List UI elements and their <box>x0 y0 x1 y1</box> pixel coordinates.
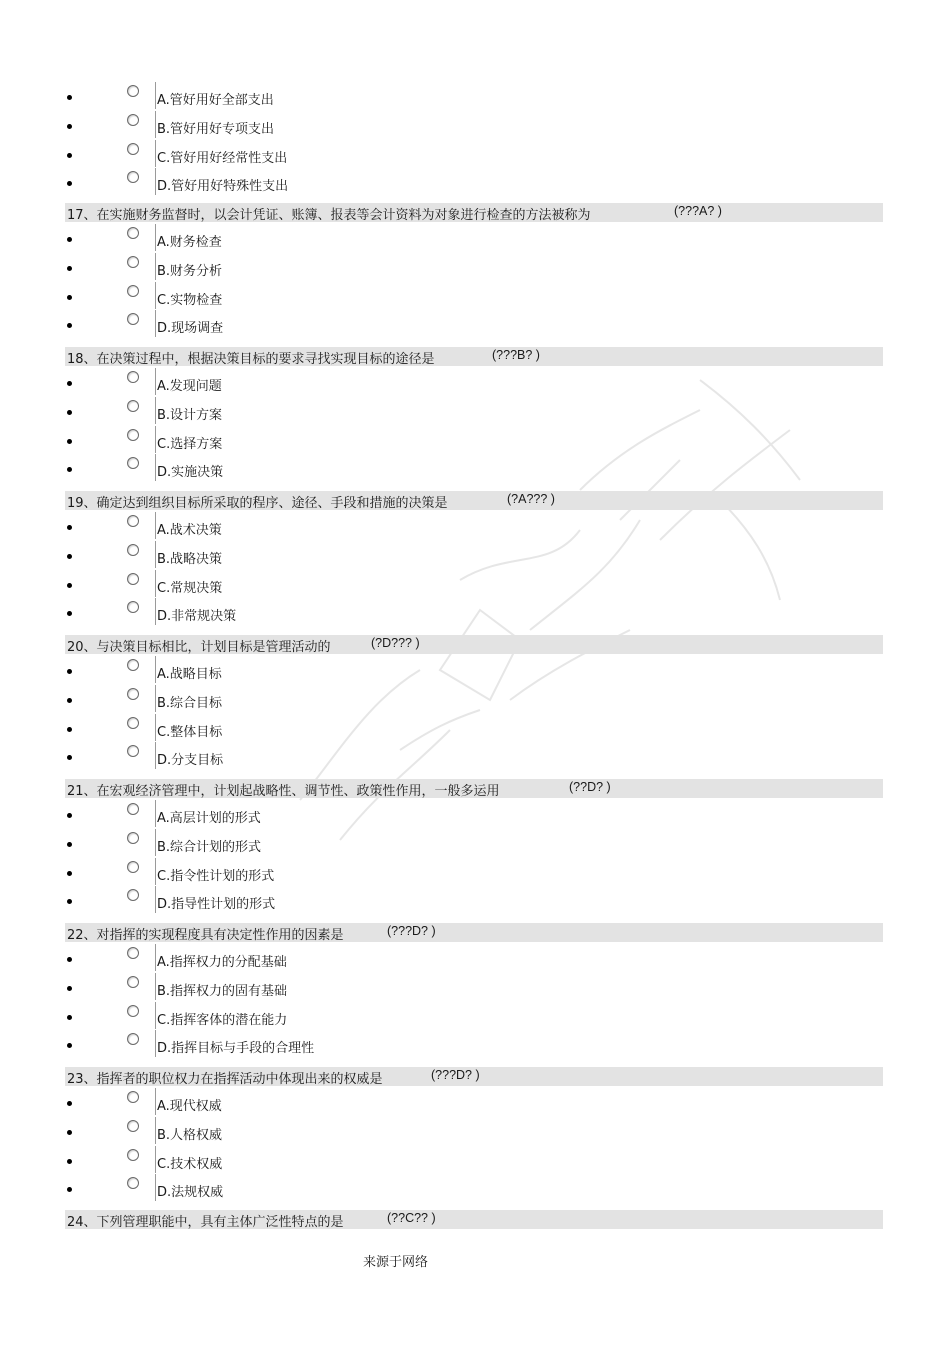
divider <box>155 1002 156 1029</box>
top-options-list <box>0 80 950 195</box>
option-label: A.指挥权力的分配基础 <box>157 955 287 970</box>
radio-button[interactable] <box>127 947 139 959</box>
bullet-icon <box>67 583 72 588</box>
option-row[interactable] <box>0 308 950 337</box>
radio-button[interactable] <box>127 1033 139 1045</box>
option-row[interactable] <box>0 138 950 167</box>
option-row[interactable] <box>0 654 950 683</box>
bullet-icon <box>67 124 72 129</box>
option-label: D.管好用好特殊性支出 <box>157 179 289 195</box>
radio-button[interactable] <box>127 313 139 325</box>
bullet-icon <box>67 842 72 847</box>
option-row[interactable] <box>0 740 950 769</box>
option-row[interactable] <box>0 395 950 424</box>
option-row[interactable] <box>0 1144 950 1173</box>
question-text: 22、对指挥的实现程度具有决定性作用的因素是 <box>67 928 344 943</box>
option-row[interactable] <box>0 712 950 741</box>
option-row[interactable] <box>0 856 950 885</box>
answer-key: (???B? ) <box>492 348 540 362</box>
radio-button[interactable] <box>127 256 139 268</box>
divider <box>155 570 156 597</box>
option-row[interactable] <box>0 971 950 1000</box>
option-row[interactable] <box>0 539 950 568</box>
question-header <box>65 1067 883 1086</box>
option-label: A.高层计划的形式 <box>157 811 261 826</box>
option-row[interactable] <box>0 166 950 195</box>
bullet-icon <box>67 813 72 818</box>
bullet-icon <box>67 1101 72 1106</box>
option-label: A.战略目标 <box>157 667 222 682</box>
radio-button[interactable] <box>127 717 139 729</box>
bullet-icon <box>67 1130 72 1135</box>
option-label: A.战术决策 <box>157 523 222 538</box>
answer-key: (???D? ) <box>431 1068 480 1082</box>
radio-button[interactable] <box>127 515 139 527</box>
divider <box>155 1088 156 1115</box>
bullet-icon <box>67 986 72 991</box>
bullet-icon <box>67 153 72 158</box>
question-header <box>65 347 883 366</box>
radio-button[interactable] <box>127 171 139 183</box>
divider <box>155 310 156 337</box>
question-block <box>0 1067 950 1201</box>
option-row[interactable] <box>0 222 950 251</box>
divider <box>155 111 156 138</box>
option-label: A.发现问题 <box>157 379 222 394</box>
divider <box>155 858 156 885</box>
divider <box>155 541 156 568</box>
bullet-icon <box>67 899 72 904</box>
option-label: D.非常规决策 <box>157 609 237 625</box>
option-row[interactable] <box>0 452 950 481</box>
option-label: B.战略决策 <box>157 551 223 567</box>
option-row[interactable] <box>0 942 950 971</box>
option-label: C.选择方案 <box>157 436 223 452</box>
question-text: 20、与决策目标相比，计划目标是管理活动的 <box>67 640 331 655</box>
option-label: C.常规决策 <box>157 580 223 596</box>
question-text: 21、在宏观经济管理中，计划起战略性、调节性、政策性作用，一般多运用 <box>67 784 500 799</box>
divider <box>155 656 156 683</box>
option-label: A.现代权威 <box>157 1099 222 1114</box>
divider <box>155 512 156 539</box>
option-label: C.实物检查 <box>157 292 223 308</box>
option-row[interactable] <box>0 1028 950 1057</box>
question-text: 23、指挥者的职位权力在指挥活动中体现出来的权威是 <box>67 1072 383 1087</box>
bullet-icon <box>67 611 72 616</box>
option-label: B.综合计划的形式 <box>157 839 262 855</box>
radio-button[interactable] <box>127 889 139 901</box>
option-row[interactable] <box>0 366 950 395</box>
question-text: 19、确定达到组织目标所采取的程序、途径、手段和措施的决策是 <box>67 496 448 511</box>
question-block <box>0 203 950 337</box>
bullet-icon <box>67 525 72 530</box>
bullet-icon <box>67 181 72 186</box>
question-text: 24、下列管理职能中，具有主体广泛性特点的是 <box>67 1215 344 1230</box>
radio-button[interactable] <box>127 601 139 613</box>
divider <box>155 426 156 453</box>
divider <box>155 1030 156 1057</box>
radio-button[interactable] <box>127 1120 139 1132</box>
question-block <box>0 491 950 625</box>
option-row[interactable] <box>0 280 950 309</box>
divider <box>155 714 156 741</box>
option-row[interactable] <box>0 884 950 913</box>
radio-button[interactable] <box>127 573 139 585</box>
radio-button[interactable] <box>127 457 139 469</box>
option-row[interactable] <box>0 683 950 712</box>
question-block <box>0 635 950 769</box>
bullet-icon <box>67 467 72 472</box>
radio-button[interactable] <box>127 803 139 815</box>
radio-button[interactable] <box>127 1091 139 1103</box>
radio-button[interactable] <box>127 1005 139 1017</box>
question-block <box>0 779 950 913</box>
divider <box>155 886 156 913</box>
bullet-icon <box>67 381 72 386</box>
bullet-icon <box>67 1043 72 1048</box>
answer-key: (??C?? ) <box>387 1211 436 1225</box>
question-text: 17、在实施财务监督时，以会计凭证、账簿、报表等会计资料为对象进行检查的方法被称为 <box>67 208 591 223</box>
radio-button[interactable] <box>127 114 139 126</box>
divider <box>155 685 156 712</box>
divider <box>155 742 156 769</box>
divider <box>155 140 156 167</box>
option-label: C.指令性计划的形式 <box>157 868 275 884</box>
option-label: D.分支目标 <box>157 753 224 769</box>
option-row[interactable] <box>0 109 950 138</box>
bullet-icon <box>67 237 72 242</box>
radio-button[interactable] <box>127 85 139 97</box>
option-label: D.指导性计划的形式 <box>157 897 276 913</box>
bullet-icon <box>67 266 72 271</box>
question-block <box>0 923 950 1057</box>
option-label: D.指挥目标与手段的合理性 <box>157 1041 315 1057</box>
divider <box>155 1174 156 1201</box>
option-row[interactable] <box>0 424 950 453</box>
option-label: B.管好用好专项支出 <box>157 121 275 137</box>
option-row[interactable] <box>0 80 950 109</box>
answer-key: (?D??? ) <box>371 636 420 650</box>
option-label: C.指挥客体的潜在能力 <box>157 1012 288 1028</box>
radio-button[interactable] <box>127 688 139 700</box>
divider <box>155 800 156 827</box>
bullet-icon <box>67 1187 72 1192</box>
divider <box>155 454 156 481</box>
footer-source: 来源于网络 <box>363 1255 429 1270</box>
bullet-icon <box>67 755 72 760</box>
radio-button[interactable] <box>127 745 139 757</box>
radio-button[interactable] <box>127 976 139 988</box>
answer-key: (??D? ) <box>569 780 611 794</box>
answer-key: (?A??? ) <box>507 492 555 506</box>
radio-button[interactable] <box>127 143 139 155</box>
option-row[interactable] <box>0 1172 950 1201</box>
option-label: A.管好用好全部支出 <box>157 93 274 108</box>
option-label: D.现场调查 <box>157 321 224 337</box>
question-header <box>65 779 883 798</box>
option-row[interactable] <box>0 596 950 625</box>
option-label: B.综合目标 <box>157 695 223 711</box>
divider <box>155 1146 156 1173</box>
option-row[interactable] <box>0 1000 950 1029</box>
divider <box>155 973 156 1000</box>
bullet-icon <box>67 439 72 444</box>
radio-button[interactable] <box>127 1177 139 1189</box>
option-label: B.设计方案 <box>157 407 223 423</box>
option-label: B.人格权威 <box>157 1127 223 1143</box>
bullet-icon <box>67 1159 72 1164</box>
bullet-icon <box>67 698 72 703</box>
divider <box>155 224 156 251</box>
radio-button[interactable] <box>127 1149 139 1161</box>
divider <box>155 944 156 971</box>
bullet-icon <box>67 669 72 674</box>
radio-button[interactable] <box>127 429 139 441</box>
bullet-icon <box>67 1015 72 1020</box>
divider <box>155 829 156 856</box>
option-label: D.实施决策 <box>157 465 224 481</box>
radio-button[interactable] <box>127 861 139 873</box>
question-block-24 <box>0 1210 950 1229</box>
option-label: C.管好用好经常性支出 <box>157 150 288 166</box>
divider <box>155 368 156 395</box>
bullet-icon <box>67 95 72 100</box>
radio-button[interactable] <box>127 544 139 556</box>
option-row[interactable] <box>0 1086 950 1115</box>
bullet-icon <box>67 957 72 962</box>
question-header <box>65 203 883 222</box>
divider <box>155 82 156 109</box>
divider <box>155 397 156 424</box>
bullet-icon <box>67 410 72 415</box>
question-header <box>65 923 883 942</box>
radio-button[interactable] <box>127 832 139 844</box>
option-label: B.指挥权力的固有基础 <box>157 983 288 999</box>
answer-key: (???D? ) <box>387 924 436 938</box>
option-row[interactable] <box>0 568 950 597</box>
radio-button[interactable] <box>127 285 139 297</box>
question-header <box>65 491 883 510</box>
answer-key: (???A? ) <box>674 204 722 218</box>
bullet-icon <box>67 727 72 732</box>
option-label: A.财务检查 <box>157 235 222 250</box>
bullet-icon <box>67 554 72 559</box>
option-row[interactable] <box>0 510 950 539</box>
bullet-icon <box>67 323 72 328</box>
question-text: 18、在决策过程中，根据决策目标的要求寻找实现目标的途径是 <box>67 352 435 367</box>
option-label: B.财务分析 <box>157 263 223 279</box>
option-label: D.法规权威 <box>157 1185 224 1201</box>
divider <box>155 168 156 195</box>
option-row[interactable] <box>0 1115 950 1144</box>
divider <box>155 1117 156 1144</box>
divider <box>155 282 156 309</box>
option-row[interactable] <box>0 798 950 827</box>
question-header <box>65 1210 883 1229</box>
question-header <box>65 635 883 654</box>
radio-button[interactable] <box>127 400 139 412</box>
question-block <box>0 347 950 481</box>
divider <box>155 598 156 625</box>
option-row[interactable] <box>0 827 950 856</box>
option-label: C.整体目标 <box>157 724 223 740</box>
option-row[interactable] <box>0 251 950 280</box>
option-label: C.技术权威 <box>157 1156 223 1172</box>
radio-button[interactable] <box>127 659 139 671</box>
bullet-icon <box>67 871 72 876</box>
divider <box>155 253 156 280</box>
radio-button[interactable] <box>127 227 139 239</box>
bullet-icon <box>67 295 72 300</box>
radio-button[interactable] <box>127 371 139 383</box>
